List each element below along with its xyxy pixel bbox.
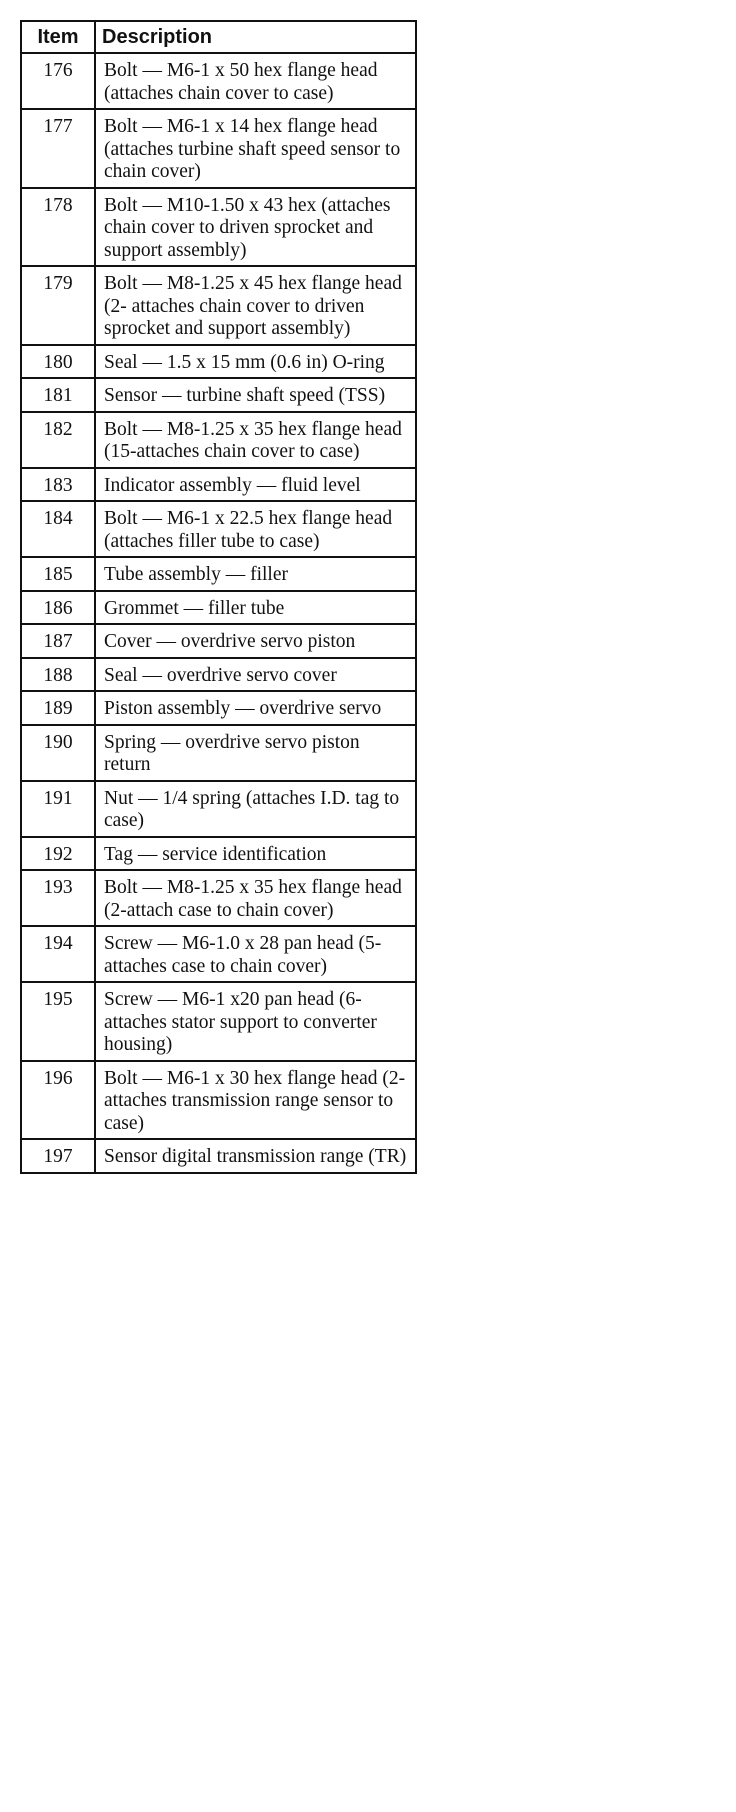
table-row: [21, 624, 416, 658]
table-row: [21, 1061, 416, 1140]
item-number: 196: [21, 1061, 95, 1140]
item-description: Sensor — turbine shaft speed (TSS): [95, 378, 416, 412]
item-number: 176: [21, 53, 95, 109]
table-row: [21, 188, 416, 267]
item-number: 191: [21, 781, 95, 837]
item-number: 190: [21, 725, 95, 781]
table-row: [21, 266, 416, 345]
table-row: [21, 691, 416, 725]
table-row: [21, 870, 416, 926]
table-row: [21, 982, 416, 1061]
item-description: Bolt — M6-1 x 14 hex flange head (attaches turbine shaft speed sensor to chain cover): [95, 109, 416, 188]
item-description: Sensor digital transmission range (TR): [95, 1139, 416, 1173]
item-description: Tag — service identification: [95, 837, 416, 871]
table-row: [21, 378, 416, 412]
table-row: [21, 557, 416, 591]
item-description: Bolt — M6-1 x 50 hex flange head (attaches chain cover to case): [95, 53, 416, 109]
item-description: Bolt — M6-1 x 22.5 hex flange head (attaches filler tube to case): [95, 501, 416, 557]
item-description: Seal — 1.5 x 15 mm (0.6 in) O-ring: [95, 345, 416, 379]
table-row: [21, 658, 416, 692]
item-number: 185: [21, 557, 95, 591]
parts-table-body: [21, 53, 416, 1173]
item-number: 177: [21, 109, 95, 188]
header-row: [21, 21, 416, 53]
item-number: 186: [21, 591, 95, 625]
table-row: [21, 109, 416, 188]
table-row: [21, 1139, 416, 1173]
item-description: Piston assembly — overdrive servo: [95, 691, 416, 725]
item-description: Cover — overdrive servo piston: [95, 624, 416, 658]
table-row: [21, 837, 416, 871]
item-number: 192: [21, 837, 95, 871]
item-description: Bolt — M8-1.25 x 35 hex flange head (2-attach case to chain cover): [95, 870, 416, 926]
parts-table: [20, 20, 417, 1174]
item-number: 197: [21, 1139, 95, 1173]
item-number: 181: [21, 378, 95, 412]
table-row: [21, 725, 416, 781]
item-description: Bolt — M10-1.50 x 43 hex (attaches chain cover to driven sprocket and support assembly): [95, 188, 416, 267]
table-row: [21, 53, 416, 109]
table-row: [21, 412, 416, 468]
item-description: Tube assembly — filler: [95, 557, 416, 591]
table-row: [21, 591, 416, 625]
item-description: Screw — M6-1.0 x 28 pan head (5-attaches case to chain cover): [95, 926, 416, 982]
item-description: Spring — overdrive servo piston return: [95, 725, 416, 781]
item-number: 189: [21, 691, 95, 725]
item-number: 178: [21, 188, 95, 267]
item-description: Seal — overdrive servo cover: [95, 658, 416, 692]
table-row: [21, 468, 416, 502]
table-row: [21, 781, 416, 837]
table-row: [21, 926, 416, 982]
table-row: [21, 345, 416, 379]
description-column-header: Description: [95, 21, 416, 53]
item-number: 187: [21, 624, 95, 658]
item-number: 182: [21, 412, 95, 468]
item-description: Bolt — M8-1.25 x 45 hex flange head (2- attaches chain cover to driven sprocket and support assembly): [95, 266, 416, 345]
item-description: Bolt — M6-1 x 30 hex flange head (2-attaches transmission range sensor to case): [95, 1061, 416, 1140]
item-column-header: Item: [21, 21, 95, 53]
item-number: 179: [21, 266, 95, 345]
item-description: Grommet — filler tube: [95, 591, 416, 625]
item-description: Screw — M6-1 x20 pan head (6-attaches stator support to converter housing): [95, 982, 416, 1061]
item-description: Bolt — M8-1.25 x 35 hex flange head (15-attaches chain cover to case): [95, 412, 416, 468]
item-number: 188: [21, 658, 95, 692]
parts-list: [20, 20, 415, 1174]
item-number: 194: [21, 926, 95, 982]
table-row: [21, 501, 416, 557]
item-description: Nut — 1/4 spring (attaches I.D. tag to case): [95, 781, 416, 837]
item-number: 180: [21, 345, 95, 379]
item-number: 193: [21, 870, 95, 926]
item-number: 195: [21, 982, 95, 1061]
item-number: 183: [21, 468, 95, 502]
item-description: Indicator assembly — fluid level: [95, 468, 416, 502]
item-number: 184: [21, 501, 95, 557]
